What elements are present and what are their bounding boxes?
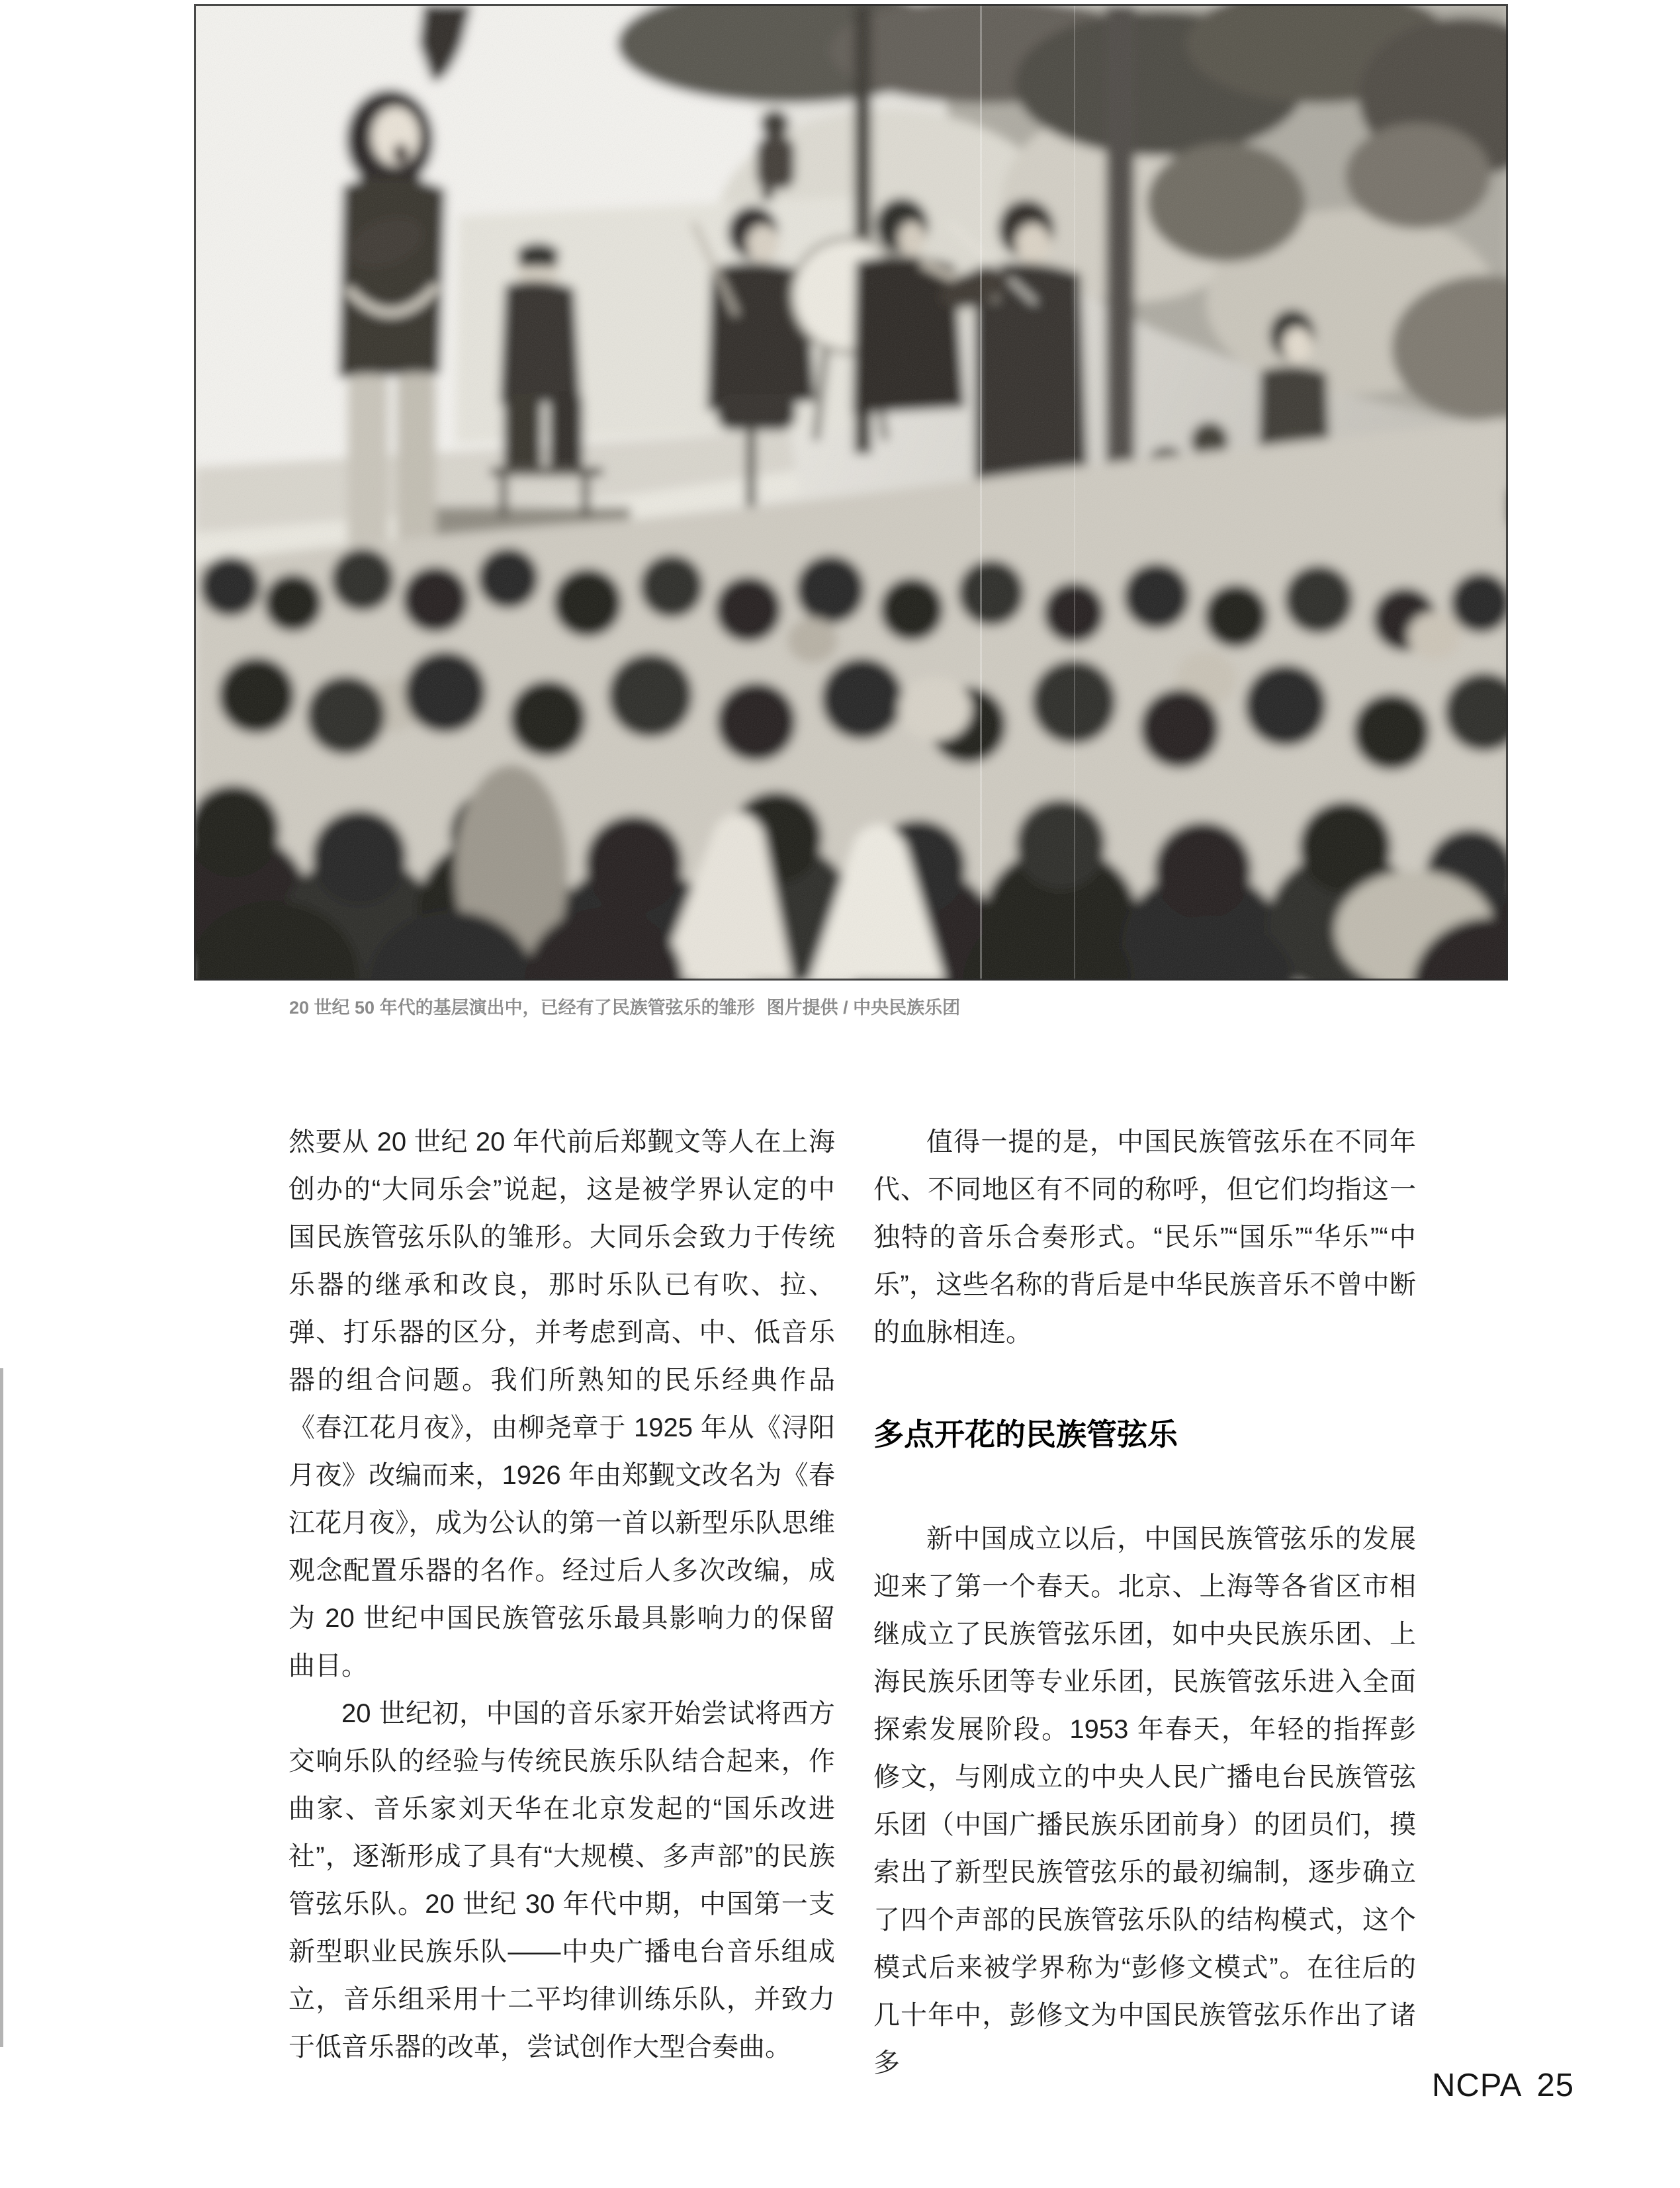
page-number: 25: [1536, 2068, 1574, 2103]
section-heading: 多点开花的民族管弦乐: [873, 1417, 1178, 1452]
paragraph: 20 世纪初，中国的音乐家开始尝试将西方交响乐队的经验与传统民族乐队结合起来，作曲家、音乐家刘天华在北京发起的“国乐改进社”，逐渐形成了具有“大规模、多声部”的民族管弦乐队。20 世纪 30 年代中期，中国第一支新型职业民族乐队——中央广播电台音乐组成立，音乐组采用十二平均律训练乐队，并致力于低音乐器的改革，尝试创作大型合奏曲。: [288, 1699, 835, 2062]
page-footer: [1432, 2068, 1574, 2103]
photo: [194, 4, 1508, 981]
photo-credit: 图片提供 / 中央民族乐团: [766, 998, 961, 1018]
right-column: [873, 1118, 1416, 2087]
caption-text: 20 世纪 50 年代的基层演出中，已经有了民族管弦乐的雏形: [289, 998, 755, 1018]
paragraph: 然要从 20 世纪 20 年代前后郑觐文等人在上海创办的“大同乐会”说起，这是被学界认定的中国民族管弦乐队的雏形。大同乐会致力于传统乐器的继承和改良，那时乐队已有吹、拉、弹、打乐器的区分，并考虑到高、中、低音乐器的组合问题。我们所熟知的民乐经典作品《春江花月夜》，由柳尧章于 1925 年从《浔阳月夜》改编而来，1926 年由郑觐文改名为《春江花月夜》，成为公认的第一首以新型乐队思维观念配置乐器的名作。经过后人多次改编，成为 20 世纪中国民族管弦乐最具影响力的保留曲目。: [288, 1127, 835, 1681]
paragraph: 值得一提的是，中国民族管弦乐在不同年代、不同地区有不同的称呼，但它们均指这一独特的音乐合奏形式。“民乐”“国乐”“华乐”“中乐”，这些名称的背后是中华民族音乐不曾中断的血脉相连。: [873, 1127, 1416, 1347]
film-grain: [194, 4, 1508, 981]
photo-caption: [289, 994, 1454, 1021]
left-column: [288, 1118, 835, 2071]
paragraph: 新中国成立以后，中国民族管弦乐的发展迎来了第一个春天。北京、上海等各省区市相继成立了民族管弦乐团，如中央民族乐团、上海民族乐团等专业乐团，民族管弦乐进入全面探索发展阶段。1953 年春天，年轻的指挥彭修文，与刚成立的中央人民广播电台民族管弦乐团（中国广播民族乐团前身）的团员们，摸索出了新型民族管弦乐的最初编制，逐步确立了四个声部的民族管弦乐队的结构模式，这个模式后来被学界称为“彭修文模式”。在往后的几十年中，彭修文为中国民族管弦乐作出了诸多: [873, 1524, 1416, 2078]
page-edge-mark: [0, 1368, 3, 2047]
photo-illustration: [194, 4, 1508, 981]
journal-label: NCPA: [1431, 2068, 1523, 2103]
